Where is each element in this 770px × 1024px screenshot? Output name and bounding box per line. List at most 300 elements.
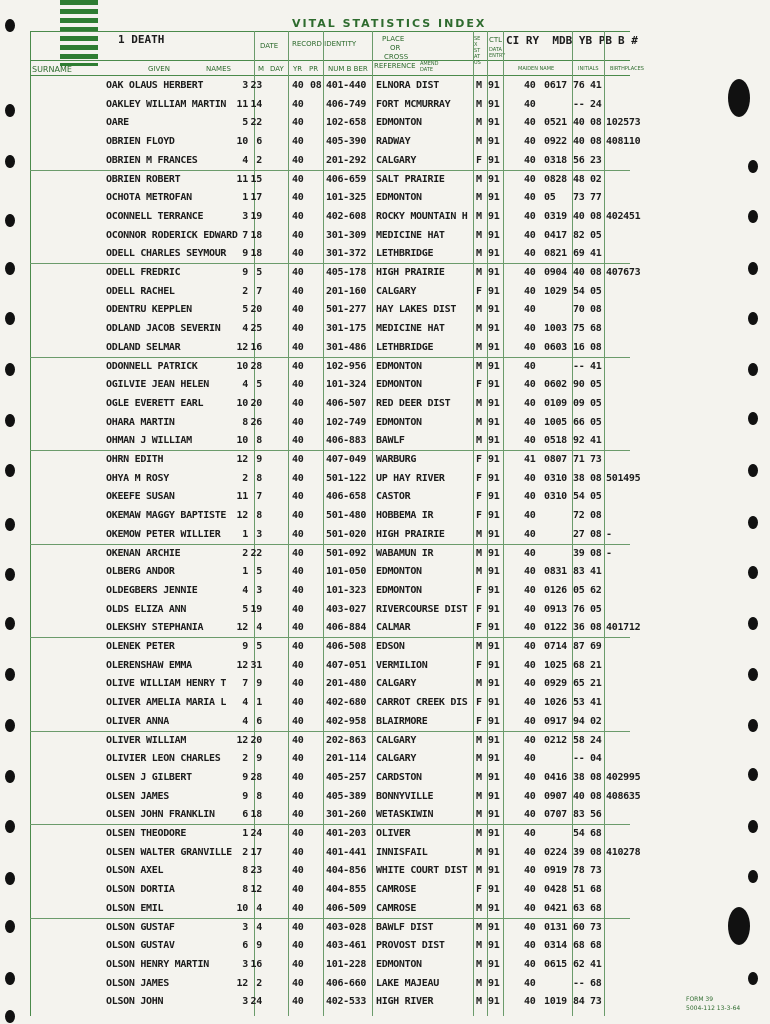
cell-day: 6 (256, 136, 262, 148)
cell-yb: 90 (573, 379, 585, 391)
cell-place: EDSON (376, 641, 405, 652)
cell-ci: 40 (524, 491, 536, 503)
cell-mdb: 1003 (544, 323, 567, 335)
cell-place: EDMONTON (376, 958, 422, 970)
table-row (0, 861, 770, 880)
cell-record-number: 404-855 (326, 884, 367, 896)
cell-year: 40 (292, 117, 304, 129)
cell-month: 12 (236, 454, 248, 465)
cell-pb: 08 (590, 267, 602, 278)
cell-pb: 68 (590, 323, 602, 335)
cell-day: 16 (250, 958, 262, 970)
cell-month: 11 (236, 98, 248, 110)
cell-pb: 02 (590, 715, 602, 727)
table-row (0, 899, 770, 918)
cell-year: 40 (292, 790, 304, 802)
cell-pb: 08 (590, 510, 602, 522)
cell-record-number: 101-324 (326, 379, 367, 391)
cell-day: 4 (256, 921, 262, 933)
cell-record-number: 402-608 (326, 210, 367, 222)
cell-year: 40 (292, 603, 304, 615)
cell-mdb: 0319 (544, 210, 567, 222)
table-row (0, 992, 770, 1011)
cell-ctl: 91 (488, 173, 500, 185)
cell-ci: 40 (524, 996, 536, 1008)
ctl-header: CTL (489, 36, 503, 44)
table-row (0, 731, 770, 750)
cell-month: 7 (242, 678, 248, 690)
cell-pb: 05 (590, 491, 602, 503)
cell-ctl: 91 (488, 846, 500, 858)
cell-sex: M (476, 416, 482, 428)
cell-record-number: 101-228 (326, 958, 367, 970)
cell-ctl: 91 (488, 210, 500, 222)
cell-pb: 08 (590, 528, 602, 540)
cell-ctl: 91 (488, 136, 500, 148)
cell-pb: 24 (590, 734, 602, 746)
cell-place: CALGARY (376, 678, 417, 690)
cell-year: 40 (292, 416, 304, 428)
cell-mdb: 0831 (544, 566, 567, 578)
cell-record-number: 407-049 (326, 454, 367, 465)
table-row (0, 880, 770, 899)
cell-pb: 56 (590, 809, 602, 821)
cell-pb: 08 (590, 304, 602, 316)
cell-sex: F (476, 884, 482, 896)
cell-mdb: 0314 (544, 940, 567, 952)
cell-pb: 68 (590, 884, 602, 896)
cell-yb: 54 (573, 285, 585, 297)
cell-place: FORT MCMURRAY (376, 98, 451, 110)
cell-pb: 05 (590, 603, 602, 615)
cell-month: 10 (236, 397, 248, 409)
cell-ci: 40 (524, 865, 536, 877)
cell-mdb: 0603 (544, 341, 567, 353)
cell-place: CAMROSE (376, 902, 417, 914)
cell-record-number: 405-389 (326, 790, 367, 802)
cell-ctl: 91 (488, 790, 500, 802)
cell-yb: 73 (573, 192, 585, 204)
cell-ctl: 91 (488, 117, 500, 129)
cell-place: BAWLF (376, 435, 405, 447)
cell-ci: 40 (524, 229, 536, 241)
cell-mdb: 0310 (544, 491, 567, 503)
cell-pb: 41 (590, 80, 602, 91)
cell-ci: 40 (524, 884, 536, 896)
cell-yb: 82 (573, 229, 585, 241)
cell-sex: F (476, 472, 482, 484)
cell-ci: 40 (524, 285, 536, 297)
cell-year: 40 (292, 846, 304, 858)
cell-birth-number: 408110 (606, 136, 641, 148)
cell-place: BONNYVILLE (376, 790, 434, 802)
cell-place: PROVOST DIST (376, 940, 445, 952)
cell-month: 12 (236, 977, 248, 989)
cell-ci: 40 (524, 584, 536, 596)
cell-mdb: 1005 (544, 416, 567, 428)
cell-name: OLSON JOHN (106, 996, 164, 1008)
cell-mdb: 0602 (544, 379, 567, 391)
cell-ctl: 91 (488, 902, 500, 914)
cell-place: HIGH RIVER (376, 996, 434, 1008)
cell-year: 40 (292, 771, 304, 783)
table-row (0, 450, 770, 469)
cell-year: 40 (292, 753, 304, 765)
cell-sex: M (476, 435, 482, 447)
place-header: PLACE (382, 35, 405, 43)
cell-record-number: 301-486 (326, 341, 367, 353)
cell-name: OLIVER AMELIA MARIA L (106, 697, 227, 709)
cell-month: 12 (236, 341, 248, 353)
cell-month: 3 (242, 80, 248, 91)
cell-record-number: 406-749 (326, 98, 367, 110)
cell-day: 8 (256, 472, 262, 484)
cell-mdb: 0919 (544, 865, 567, 877)
cell-sex: M (476, 323, 482, 335)
cell-name: OLIVIER LEON CHARLES (106, 753, 221, 765)
cell-ctl: 91 (488, 884, 500, 896)
cell-day: 9 (256, 454, 262, 465)
cell-record-number: 406-884 (326, 622, 367, 634)
cell-yb: 68 (573, 940, 585, 952)
cell-year: 40 (292, 622, 304, 634)
cell-year: 40 (292, 285, 304, 297)
cell-yb: 92 (573, 435, 585, 447)
table-row (0, 113, 770, 132)
cell-month: 9 (242, 790, 248, 802)
cell-sex: M (476, 547, 482, 559)
cell-yb: 58 (573, 734, 585, 746)
cell-sex: F (476, 622, 482, 634)
given-header: GIVEN (148, 65, 170, 73)
birth-number-header: B # (618, 34, 638, 47)
table-row (0, 95, 770, 114)
cell-ci: 40 (524, 341, 536, 353)
cell-mdb: 0416 (544, 771, 567, 783)
cell-record-number: 202-863 (326, 734, 367, 746)
cell-sex: M (476, 229, 482, 241)
cell-day: 22 (250, 547, 262, 559)
cell-sex: M (476, 865, 482, 877)
cell-ctl: 91 (488, 98, 500, 110)
cell-year: 40 (292, 996, 304, 1008)
cell-day: 3 (256, 584, 262, 596)
cell-yb: 40 (573, 790, 585, 802)
number-header: NUM B BER (328, 65, 368, 73)
cell-pb: 05 (590, 229, 602, 241)
year-header: YR (293, 65, 303, 73)
cell-sex: F (476, 154, 482, 166)
cell-yb: 40 (573, 210, 585, 222)
birthplaces-header: BIRTHPLACES (610, 66, 644, 72)
cell-day: 31 (250, 659, 262, 671)
cell-year: 40 (292, 454, 304, 465)
cell-year: 40 (292, 584, 304, 596)
cell-place: EDMONTON (376, 379, 422, 391)
cell-name: OKENAN ARCHIE (106, 547, 181, 559)
cell-sex: M (476, 977, 482, 989)
cell-mdb: 0521 (544, 117, 567, 129)
cell-sex: M (476, 753, 482, 765)
cell-name: OLSON GUSTAV (106, 940, 175, 952)
cell-pb: 68 (590, 828, 602, 839)
cell-birth-number: 402451 (606, 210, 641, 222)
cell-year: 40 (292, 136, 304, 148)
cell-place: EDMONTON (376, 584, 422, 596)
cell-ci: 40 (524, 622, 536, 634)
codes-header: CI RY MDB YB PB (506, 34, 612, 47)
sex-status-header: SEX STATUS (474, 36, 481, 66)
cell-sex: F (476, 491, 482, 503)
cell-sex: F (476, 454, 482, 465)
cell-day: 5 (256, 641, 262, 652)
cell-year: 40 (292, 734, 304, 746)
cell-record-number: 301-309 (326, 229, 367, 241)
day-header: DAY (270, 65, 284, 73)
table-row (0, 544, 770, 563)
cell-place: WABAMUN IR (376, 547, 434, 559)
cell-name: OKEMAW MAGGY BAPTISTE (106, 510, 227, 522)
cell-pb: 05 (590, 379, 602, 391)
table-row (0, 955, 770, 974)
cell-ci: 40 (524, 771, 536, 783)
cell-ci: 40 (524, 379, 536, 391)
cell-place: CARDSTON (376, 771, 422, 783)
cell-record-number: 404-856 (326, 865, 367, 877)
table-row (0, 188, 770, 207)
cell-place: CALGARY (376, 285, 417, 297)
cell-day: 23 (250, 865, 262, 877)
cell-birth-number: - (606, 528, 612, 540)
cell-ci: 40 (524, 136, 536, 148)
cell-ctl: 91 (488, 603, 500, 615)
cell-month: 9 (242, 267, 248, 278)
cell-mdb: 0421 (544, 902, 567, 914)
cell-year: 40 (292, 659, 304, 671)
cell-mdb: 0904 (544, 267, 567, 278)
cell-day: 9 (256, 678, 262, 690)
cell-pb: 41 (590, 958, 602, 970)
cell-ci: 40 (524, 154, 536, 166)
cell-day: 28 (250, 360, 262, 372)
table-row (0, 768, 770, 787)
cell-ci: 40 (524, 809, 536, 821)
cell-month: 3 (242, 996, 248, 1008)
cell-day: 19 (250, 210, 262, 222)
cell-ctl: 91 (488, 921, 500, 933)
cell-day: 4 (256, 622, 262, 634)
cell-place: WETASKIWIN (376, 809, 434, 821)
cell-place: OLIVER (376, 828, 411, 839)
cell-mdb: 0318 (544, 154, 567, 166)
cell-birth-number: - (606, 547, 612, 559)
cell-record-number: 402-533 (326, 996, 367, 1008)
cell-record-number: 501-020 (326, 528, 367, 540)
cell-place: SALT PRAIRIE (376, 173, 445, 185)
cell-yb: 68 (573, 659, 585, 671)
cell-ctl: 91 (488, 248, 500, 260)
cell-place: RED DEER DIST (376, 397, 451, 409)
cell-mdb: 0122 (544, 622, 567, 634)
cell-sex: M (476, 921, 482, 933)
cell-name: OLSON GUSTAF (106, 921, 175, 933)
cell-year: 40 (292, 229, 304, 241)
cell-record-number: 402-958 (326, 715, 367, 727)
table-row (0, 581, 770, 600)
cell-name: OGILVIE JEAN HELEN (106, 379, 209, 391)
cell-record-number: 401-203 (326, 828, 367, 839)
cell-place: MEDICINE HAT (376, 229, 445, 241)
surname-header: SURNAME (32, 65, 72, 74)
cell-name: OARE (106, 117, 129, 129)
cell-month: 1 (242, 828, 248, 839)
cell-record-number: 405-390 (326, 136, 367, 148)
cell-yb: 38 (573, 472, 585, 484)
cell-record-number: 301-372 (326, 248, 367, 260)
cell-ctl: 91 (488, 192, 500, 204)
table-row (0, 300, 770, 319)
cell-name: OLIVER WILLIAM (106, 734, 187, 746)
cell-mdb: 0126 (544, 584, 567, 596)
cell-yb: 54 (573, 491, 585, 503)
cell-place: ROCKY MOUNTAIN H (376, 210, 468, 222)
cell-record-number: 401-440 (326, 80, 367, 91)
cell-mdb: 1025 (544, 659, 567, 671)
cell-pb: 05 (590, 397, 602, 409)
cell-name: OLSEN WALTER GRANVILLE (106, 846, 232, 858)
cell-sex: F (476, 584, 482, 596)
cell-name: OAKLEY WILLIAM MARTIN (106, 98, 227, 110)
cell-day: 25 (250, 323, 262, 335)
cell-yb: 40 (573, 117, 585, 129)
form-number: FORM 39 (686, 996, 714, 1003)
names-header: NAMES (206, 65, 231, 73)
cell-year: 40 (292, 528, 304, 540)
cell-day: 23 (250, 80, 262, 91)
cell-record-number: 402-680 (326, 697, 367, 709)
cell-day: 18 (250, 248, 262, 260)
cell-ctl: 91 (488, 940, 500, 952)
cell-name: OLSON HENRY MARTIN (106, 958, 209, 970)
cell-pb: 08 (590, 622, 602, 634)
cell-ctl: 91 (488, 865, 500, 877)
cell-year: 40 (292, 958, 304, 970)
cell-place: RIVERCOURSE DIST (376, 603, 468, 615)
cell-yb: 38 (573, 771, 585, 783)
cell-birth-number: 402995 (606, 771, 641, 783)
cell-ci: 40 (524, 472, 536, 484)
cell-day: 6 (256, 715, 262, 727)
cell-yb: 63 (573, 902, 585, 914)
cell-place: VERMILION (376, 659, 428, 671)
cell-day: 7 (256, 491, 262, 503)
table-row (0, 618, 770, 637)
cell-record-number: 101-323 (326, 584, 367, 596)
cell-name: OLERENSHAW EMMA (106, 659, 192, 671)
cell-year: 40 (292, 379, 304, 391)
cell-month: 7 (242, 229, 248, 241)
cell-mdb: 0707 (544, 809, 567, 821)
cell-day: 20 (250, 734, 262, 746)
cell-year: 40 (292, 360, 304, 372)
cell-name: OHYA M ROSY (106, 472, 169, 484)
table-row (0, 656, 770, 675)
cell-sex: M (476, 996, 482, 1008)
cell-ci: 40 (524, 435, 536, 447)
cell-year: 40 (292, 154, 304, 166)
cell-pb: 05 (590, 285, 602, 297)
cell-yb: 60 (573, 921, 585, 933)
cell-ci: 40 (524, 267, 536, 278)
cell-sex: M (476, 117, 482, 129)
cell-year: 40 (292, 80, 304, 91)
cell-pb: 08 (590, 790, 602, 802)
cell-record-number: 102-658 (326, 117, 367, 129)
cell-ci: 41 (524, 454, 536, 465)
cell-day: 20 (250, 304, 262, 316)
cell-day: 16 (250, 341, 262, 353)
cell-ci: 40 (524, 753, 536, 765)
table-row (0, 525, 770, 544)
cell-pb: 68 (590, 977, 602, 989)
cell-place: CASTOR (376, 491, 411, 503)
cell-ci: 40 (524, 510, 536, 522)
cell-month: 12 (236, 659, 248, 671)
cell-pb: 73 (590, 996, 602, 1008)
cell-birth-number: 401712 (606, 622, 641, 634)
cell-name: OLSON EMIL (106, 902, 164, 914)
table-row (0, 132, 770, 151)
cell-mdb: 0907 (544, 790, 567, 802)
cell-sex: M (476, 173, 482, 185)
cell-pb: 21 (590, 678, 602, 690)
cell-sex: M (476, 267, 482, 278)
cell-mdb: 0428 (544, 884, 567, 896)
cell-yb: 05 (573, 584, 585, 596)
cell-year: 40 (292, 940, 304, 952)
cell-name: OCONNELL TERRANCE (106, 210, 204, 222)
cell-record-number: 406-509 (326, 902, 367, 914)
cell-mdb: 0109 (544, 397, 567, 409)
cell-ci: 40 (524, 977, 536, 989)
cell-pb: 05 (590, 416, 602, 428)
cell-ctl: 91 (488, 828, 500, 839)
cell-month: 5 (242, 117, 248, 129)
cell-month: 2 (242, 547, 248, 559)
cell-day: 9 (256, 753, 262, 765)
cell-yb: 84 (573, 996, 585, 1008)
cell-sex: M (476, 940, 482, 952)
cell-ci: 40 (524, 902, 536, 914)
cell-ctl: 91 (488, 454, 500, 465)
cell-sex: F (476, 697, 482, 709)
cell-pb: 73 (590, 865, 602, 877)
cell-mdb: 0922 (544, 136, 567, 148)
cell-record-number: 401-441 (326, 846, 367, 858)
cell-place: HOBBEMA IR (376, 510, 434, 522)
table-row (0, 936, 770, 955)
cell-name: ODLAND SELMAR (106, 341, 181, 353)
cell-sex: M (476, 641, 482, 652)
table-row (0, 282, 770, 301)
cell-name: ODLAND JACOB SEVERIN (106, 323, 221, 335)
cell-ci: 40 (524, 940, 536, 952)
table-row (0, 824, 770, 843)
cell-year: 40 (292, 435, 304, 447)
table-row (0, 506, 770, 525)
cell-record-number: 102-749 (326, 416, 367, 428)
cell-place: WARBURG (376, 454, 417, 465)
